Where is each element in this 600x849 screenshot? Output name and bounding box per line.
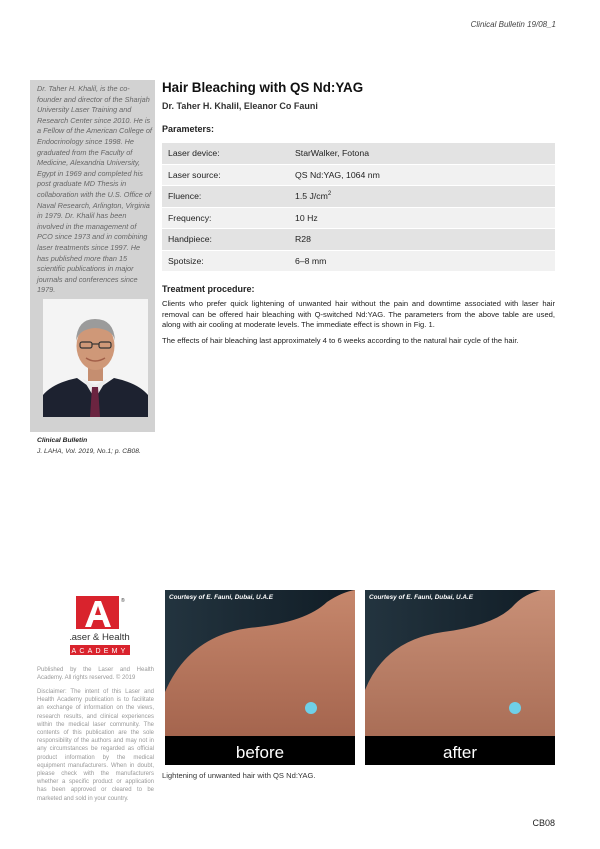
fluence-exponent: 2 [327,191,332,198]
page-number: CB08 [532,818,555,828]
figure-credit: Courtesy of E. Fauni, Dubai, U.A.E [169,594,274,601]
logo-line-1: Laser & Health [70,632,130,643]
param-value: StarWalker, Fotona [289,143,555,165]
treatment-heading: Treatment procedure: [162,284,255,294]
figure-caption: Lightening of unwanted hair with QS Nd:YAG. [162,771,316,780]
param-label: Laser device: [162,143,289,165]
bulletin-tag: Clinical Bulletin 19/08_1 [470,20,556,29]
registered-mark: ® [121,598,125,604]
param-value: R28 [289,229,555,251]
table-row [162,229,555,251]
figure-credit: Courtesy of E. Fauni, Dubai, U.A.E [369,594,474,601]
figure-label: before [235,743,285,762]
laser-health-academy-logo [70,596,130,663]
figure-after [365,590,555,765]
treatment-paragraph-1: Clients who prefer quick lightening of unwanted hair without the pain and downtime associated with laser hair removal can be offered hair bleaching with Q-switched Nd:YAG. The parameters from the above table are used, along with air cooling at moderate levels. The immediate effect is shown in Fig. 1. [162,299,555,329]
table-row [162,250,555,271]
param-label: Frequency: [162,207,289,229]
param-label: Spotsize: [162,250,289,271]
param-label: Handpiece: [162,229,289,251]
logo-line-2: ACADEMY [71,648,129,655]
param-value: 10 Hz [289,207,555,229]
fluence-value: 1.5 J/cm [295,191,328,202]
disclaimer: Disclaimer: The intent of this Laser and Health Academy publication is to facilitate an exchange of information on the views, research results, and clinical experiences within the medical laser community. The contents of this publication are the sole responsibility of the authors and may not in any circumstances be regarded as official product information by the medical equipment manufacturers. When in doubt, please check with the manufacturers whether a specific product or application has been approved or cleared to be marketed and sold in your country. [37,689,154,802]
table-row [162,143,555,165]
table-row [162,164,555,186]
author-bio: Dr. Taher H. Khalil, is the co-founder and director of the Sharjah University Laser Training and Research Center since 2010. He is a Fellow of the American College of Endocrinology since 1998. He graduated from the Faculty of Medicine, Alexandria University, Egypt in 1969 and completed his post graduate MD Thesis in collaboration with the U.S. Office of Naval Research, Arlington, Virginia in 1979. Dr. Khalil has been involved in the management of PCO since 1973 and in combining laser treatments since 1997. He has published more than 15 scientific publications in major journals and conferences since 1979. [37,84,152,295]
parameters-table [162,142,555,271]
param-value: 6–8 mm [289,250,555,271]
param-value [289,186,555,208]
table-row [162,207,555,229]
article-title: Hair Bleaching with QS Nd:YAG [162,80,364,95]
table-row [162,186,555,208]
clinical-bulletin-label: Clinical Bulletin [37,437,88,444]
article-authors: Dr. Taher H. Khalil, Eleanor Co Fauni [162,101,318,111]
author-portrait [43,299,148,417]
figure-label: after [442,743,478,762]
param-label: Fluence: [162,186,289,208]
parameters-heading: Parameters: [162,124,215,134]
treatment-paragraph-2: The effects of hair bleaching last approximately 4 to 6 weeks according to the natural hair cycle of the hair. [162,336,519,345]
publisher-note: Published by the Laser and Health Academy. All rights reserved. © 2019 [37,667,154,682]
param-value: QS Nd:YAG, 1064 nm [289,164,555,186]
param-label: Laser source: [162,164,289,186]
figure-before [165,590,355,765]
journal-reference: J. LAHA, Vol. 2019, No.1; p. CB08. [37,448,141,455]
